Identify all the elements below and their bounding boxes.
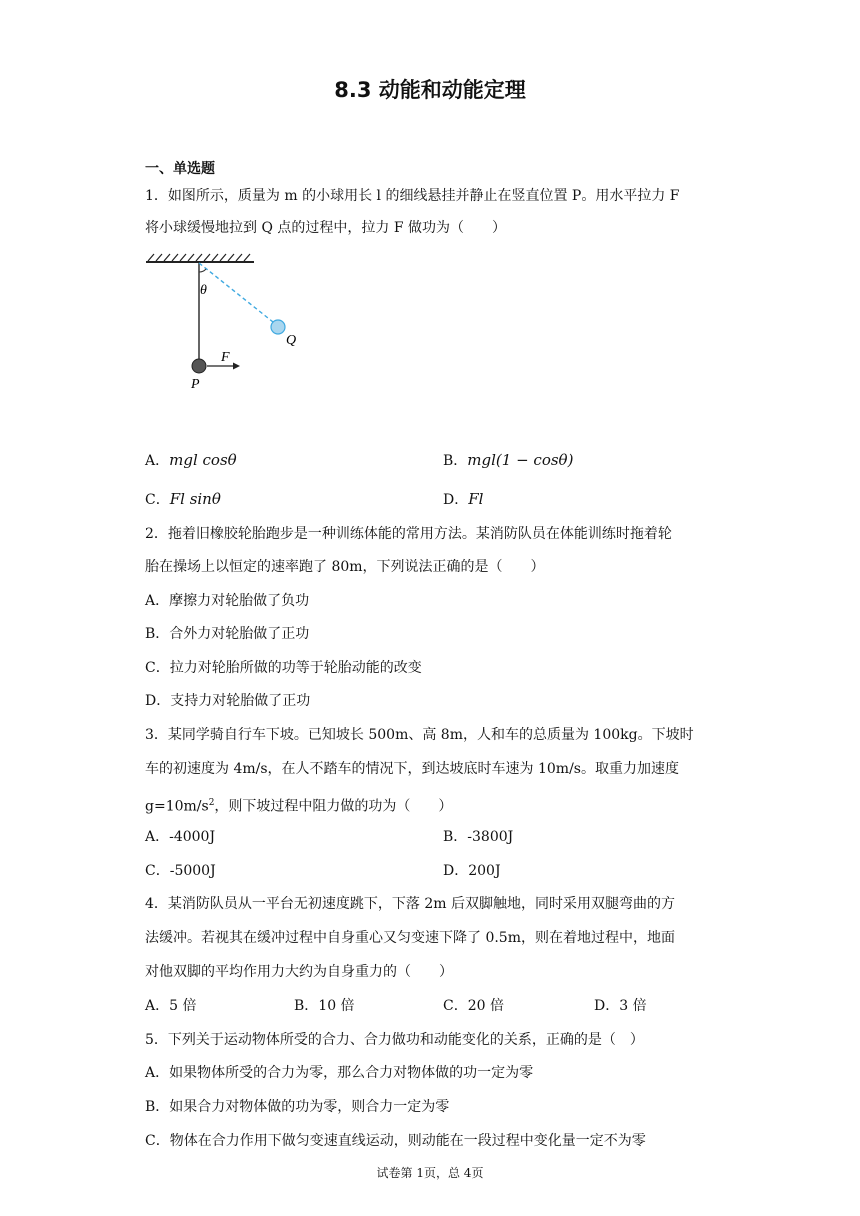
q1-option-c-formula: Fl sinθ bbox=[169, 490, 221, 508]
q3-gravity-value: g=10m/s bbox=[145, 798, 209, 815]
pendulum-figure bbox=[140, 250, 320, 395]
q1-option-b-label: B． bbox=[443, 453, 468, 469]
ceiling-hatch bbox=[148, 254, 250, 261]
label-f: F bbox=[221, 350, 230, 365]
q5-option-c[interactable]: C．物体在合力作用下做匀变速直线运动，则动能在一段过程中变化量一定不为零 bbox=[145, 1133, 646, 1149]
label-theta: θ bbox=[200, 283, 207, 298]
q1-option-a[interactable] bbox=[145, 450, 237, 471]
page-title: 8.3 动能和动能定理 bbox=[334, 78, 526, 102]
q1-option-c-label: C． bbox=[145, 492, 170, 508]
q3-text-line3-rest: ，则下坡过程中阻力做的功为（ ） bbox=[214, 798, 453, 815]
q2-option-d[interactable]: D．支持力对轮胎做了正功 bbox=[145, 693, 311, 709]
q4-option-a[interactable]: A．5 倍 bbox=[145, 998, 197, 1014]
q1-option-b-formula: mgl(1 − cosθ) bbox=[467, 451, 574, 469]
q2-text-line2: 胎在操场上以恒定的速率跑了 80m，下列说法正确的是（ ） bbox=[145, 559, 545, 575]
q4-text-line1: 4．某消防队员从一平台无初速度跳下，下落 2m 后双脚触地，同时采用双腿弯曲的方 bbox=[145, 896, 675, 912]
q4-option-d[interactable]: D．3 倍 bbox=[594, 998, 647, 1014]
q2-option-a[interactable]: A．摩擦力对轮胎做了负功 bbox=[145, 593, 310, 609]
q1-option-d[interactable] bbox=[443, 489, 483, 510]
q3-text-line1: 3．某同学骑自行车下坡。已知坡长 500m、高 8m，人和车的总质量为 100kg。下坡时 bbox=[145, 727, 694, 743]
ball-q bbox=[271, 320, 285, 334]
q5-option-b[interactable]: B．如果合力对物体做的功为零，则合力一定为零 bbox=[145, 1099, 450, 1115]
dashed-string bbox=[199, 263, 278, 326]
q4-option-b[interactable]: B．10 倍 bbox=[294, 998, 355, 1014]
q5-text-line1: 5．下列关于运动物体所受的合力、合力做功和动能变化的关系，正确的是（ ） bbox=[145, 1032, 644, 1048]
q1-option-d-label: D． bbox=[443, 492, 469, 508]
q1-text-line1: 1．如图所示，质量为 m 的小球用长 l 的细线悬挂并静止在竖直位置 P。用水平拉力 F bbox=[145, 188, 680, 204]
q1-option-d-formula: Fl bbox=[468, 490, 484, 508]
page-footer: 试卷第 1页，总 4页 bbox=[376, 1166, 484, 1180]
q1-option-c[interactable] bbox=[145, 489, 221, 510]
q2-option-b[interactable]: B．合外力对轮胎做了正功 bbox=[145, 626, 310, 642]
q3-option-a[interactable]: A．-4000J bbox=[145, 829, 216, 845]
q4-option-c[interactable]: C．20 倍 bbox=[443, 998, 504, 1014]
q1-option-a-formula: mgl cosθ bbox=[169, 451, 237, 469]
section-heading: 一、单选题 bbox=[145, 161, 215, 177]
q3-option-d[interactable]: D．200J bbox=[443, 863, 501, 879]
q3-option-c[interactable]: C．-5000J bbox=[145, 863, 216, 879]
q3-text-line3 bbox=[145, 793, 452, 817]
q3-option-b[interactable]: B．-3800J bbox=[443, 829, 514, 845]
q4-text-line2: 法缓冲。若视其在缓冲过程中自身重心又匀变速下降了 0.5m，则在着地过程中，地面 bbox=[145, 930, 675, 946]
angle-arc bbox=[199, 269, 206, 272]
q2-text-line1: 2．拖着旧橡胶轮胎跑步是一种训练体能的常用方法。某消防队员在体能训练时拖着轮 bbox=[145, 526, 672, 542]
q1-text-line2: 将小球缓慢地拉到 Q 点的过程中，拉力 F 做功为（ ） bbox=[145, 220, 506, 236]
q3-text-line2: 车的初速度为 4m/s，在人不踏车的情况下，到达坡底时车速为 10m/s。取重力加速度 bbox=[145, 761, 679, 777]
force-arrowhead bbox=[233, 363, 240, 370]
q1-option-b[interactable] bbox=[443, 450, 573, 471]
ball-p bbox=[192, 359, 206, 373]
q1-option-a-label: A． bbox=[145, 453, 170, 469]
q4-text-line3: 对他双脚的平均作用力大约为自身重力的（ ） bbox=[145, 964, 453, 980]
label-q: Q bbox=[286, 333, 297, 348]
q2-option-c[interactable]: C．拉力对轮胎所做的功等于轮胎动能的改变 bbox=[145, 660, 422, 676]
q5-option-a[interactable]: A．如果物体所受的合力为零，那么合力对物体做的功一定为零 bbox=[145, 1065, 534, 1081]
label-p: P bbox=[191, 377, 200, 392]
q3-gravity-exponent: 2 bbox=[208, 798, 215, 808]
